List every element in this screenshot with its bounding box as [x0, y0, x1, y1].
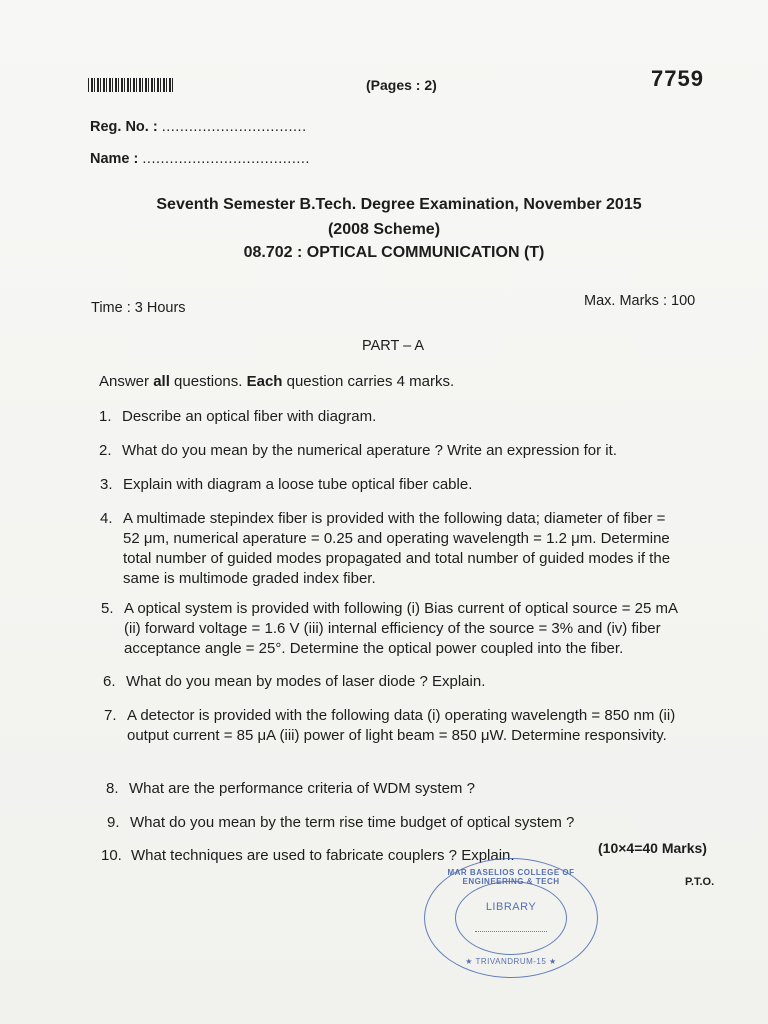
question-4: [100, 509, 685, 589]
instr-pre: Answer: [99, 373, 154, 390]
question-text: Explain with diagram a loose tube optical fiber cable.: [123, 476, 473, 493]
instr-mid: questions.: [169, 373, 247, 390]
instructions: [99, 373, 454, 390]
stamp-inner-ring: [455, 881, 567, 955]
question-number: 6.: [103, 673, 116, 690]
stamp-dotted-line: [475, 931, 547, 932]
question-5: [101, 599, 686, 659]
question-text: A optical system is provided with following (i) Bias current of optical source = 25 mA (ii) forward voltage = 1.6 V (iii) internal efficiency of the source = 3% and (iv) fiber acceptance angle = 25°. Determine the optical power coupled into the fiber.: [124, 600, 678, 657]
part-heading: PART – A: [362, 338, 425, 354]
question-text: What do you mean by modes of laser diode ? Explain.: [126, 673, 486, 690]
instr-post: question carries 4 marks.: [282, 373, 455, 390]
question-number: 9.: [107, 814, 120, 831]
stamp-location: ★ TRIVANDRUM-15 ★: [465, 957, 557, 966]
name-field: [90, 151, 310, 167]
question-3: [100, 475, 683, 495]
question-8: [106, 779, 689, 799]
question-text: Describe an optical fiber with diagram.: [122, 408, 377, 425]
question-7: [104, 706, 689, 746]
question-2: [99, 441, 682, 461]
max-marks: Max. Marks : 100: [584, 293, 696, 309]
question-text: A detector is provided with the following data (i) operating wavelength = 850 nm (ii) output current = 85 μA (iii) power of light beam = 850 μW. Determine responsivity.: [127, 707, 676, 744]
reg-no-label: Reg. No. :: [90, 119, 158, 135]
pto-note: P.T.O.: [685, 876, 715, 888]
name-label: Name :: [90, 151, 139, 167]
question-text: What techniques are used to fabricate couplers ? Explain.: [131, 847, 515, 864]
exam-time: Time : 3 Hours: [91, 300, 186, 316]
instr-each: Each: [246, 373, 283, 390]
question-6: [103, 672, 686, 692]
question-number: 8.: [106, 780, 119, 797]
reg-no-dots: ................................: [161, 119, 307, 135]
question-text: What are the performance criteria of WDM system ?: [129, 780, 475, 797]
question-text: A multimade stepindex fiber is provided with the following data; diameter of fiber = 52 μm, numerical aperature = 0.25 and operating wavelength = 1.2 μm. Determine total number of guided modes propagated and total number of guided modes if the same is multimode graded index fiber.: [123, 510, 671, 587]
question-number: 5.: [101, 600, 114, 617]
paper-code: 7759: [651, 66, 704, 91]
name-dots: .....................................: [142, 151, 310, 167]
exam-scheme: (2008 Scheme): [327, 221, 441, 238]
barcode: [88, 78, 174, 92]
stamp-college-name: MAR BASELIOS COLLEGE OF ENGINEERING & TECH: [447, 868, 575, 886]
exam-title: Seventh Semester B.Tech. Degree Examination, November 2015: [156, 196, 642, 213]
library-stamp: [424, 858, 598, 978]
question-number: 10.: [101, 847, 122, 864]
question-number: 1.: [99, 408, 112, 425]
question-number: 4.: [100, 510, 113, 527]
question-number: 7.: [104, 707, 117, 724]
page-count: (Pages : 2): [366, 77, 437, 93]
question-text: What do you mean by the numerical aperature ? Write an expression for it.: [122, 442, 617, 459]
stamp-label: LIBRARY: [485, 901, 537, 913]
instr-all: all: [153, 373, 170, 390]
question-9: [107, 813, 690, 833]
question-number: 2.: [99, 442, 112, 459]
question-text: What do you mean by the term rise time budget of optical system ?: [130, 814, 575, 831]
question-number: 3.: [100, 476, 113, 493]
question-1: [99, 407, 682, 427]
reg-no-field: [90, 119, 307, 135]
section-marks: (10×4=40 Marks): [598, 840, 707, 856]
exam-subject: 08.702 : OPTICAL COMMUNICATION (T): [243, 244, 545, 261]
